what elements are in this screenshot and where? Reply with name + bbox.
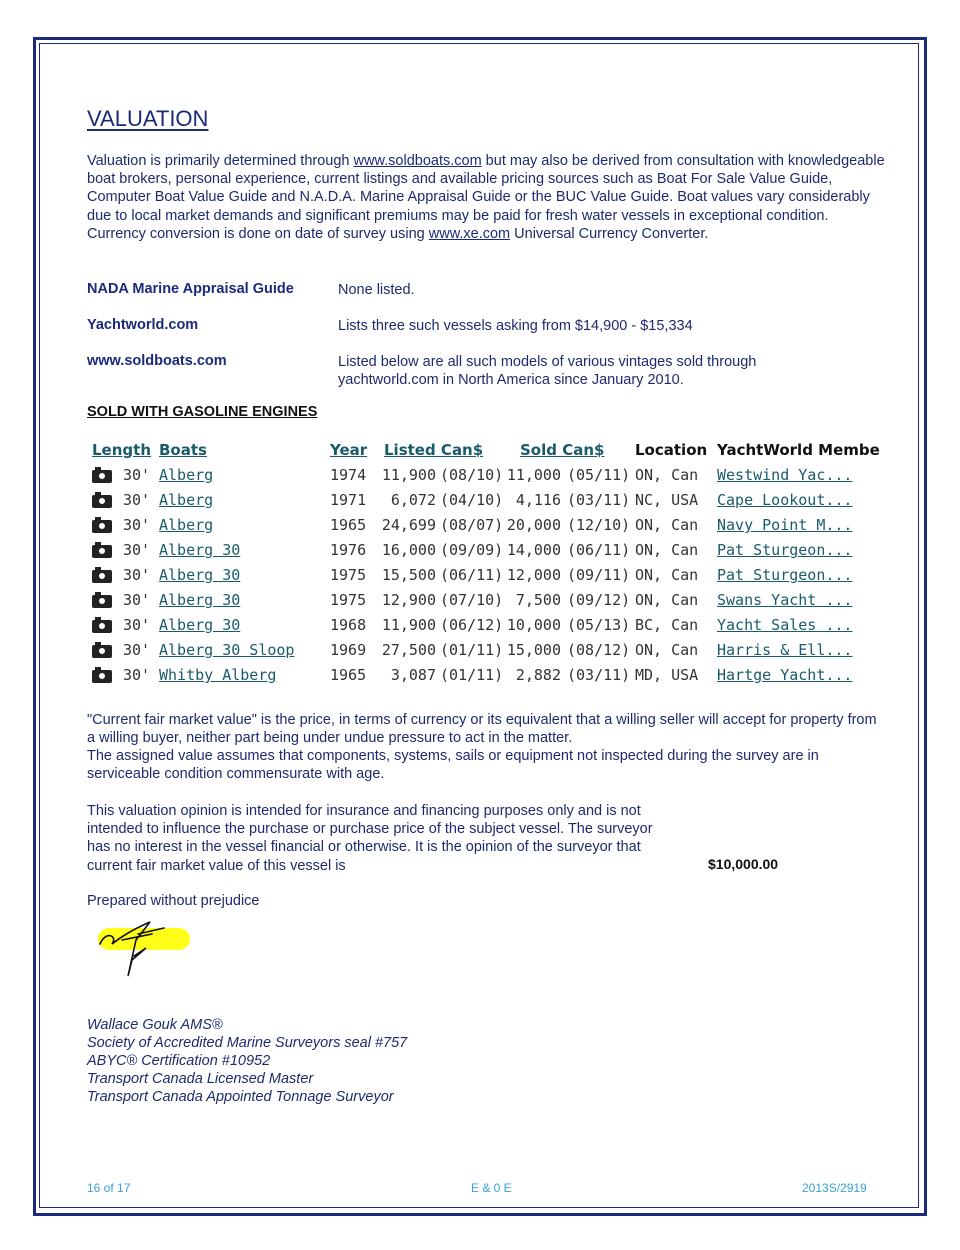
row-sold-date: (06/11): [567, 541, 631, 559]
table-row: [90, 491, 890, 515]
row-sold-price: 4,116: [515, 491, 561, 509]
row-listed-price: 15,500: [381, 566, 436, 584]
header-listed[interactable]: Listed Can$: [384, 441, 484, 459]
prepared-note: Prepared without prejudice: [87, 893, 260, 909]
row-location: ON, Can: [635, 566, 699, 584]
row-year: 1975: [330, 591, 367, 609]
table-row: [90, 516, 890, 540]
row-sold-date: (03/11): [567, 666, 631, 684]
sold-section-heading: SOLD WITH GASOLINE ENGINES: [87, 404, 318, 420]
row-length: 30': [123, 516, 151, 534]
row-sold-price: 2,882: [515, 666, 561, 684]
row-location: ON, Can: [635, 541, 699, 559]
row-boat-link[interactable]: Alberg 30: [159, 566, 241, 584]
row-sold-price: 20,000: [506, 516, 561, 534]
row-location: ON, Can: [635, 591, 699, 609]
header-year[interactable]: Year: [330, 441, 368, 459]
row-length: 30': [123, 541, 151, 559]
row-listed-date: (06/11): [440, 566, 504, 584]
row-listed-date: (08/07): [440, 516, 504, 534]
row-sold-price: 11,000: [506, 466, 561, 484]
fair-market-value: $10,000.00: [708, 856, 779, 872]
row-member-link[interactable]: Westwind Yac...: [717, 466, 853, 484]
row-boat-link[interactable]: Alberg 30: [159, 541, 241, 559]
camera-icon[interactable]: [92, 495, 112, 508]
row-length: 30': [123, 616, 151, 634]
row-length: 30': [123, 491, 151, 509]
camera-icon[interactable]: [92, 570, 112, 583]
row-boat-link[interactable]: Alberg: [159, 516, 214, 534]
row-year: 1965: [330, 516, 367, 534]
table-row: [90, 591, 890, 615]
row-location: ON, Can: [635, 516, 699, 534]
row-listed-price: 24,699: [381, 516, 436, 534]
page-title: VALUATION: [87, 106, 209, 131]
camera-icon[interactable]: [92, 545, 112, 558]
row-member-link[interactable]: Pat Sturgeon...: [717, 541, 853, 559]
intro-text-3: Universal Currency Converter.: [510, 225, 709, 242]
row-location: NC, USA: [635, 491, 699, 509]
row-year: 1976: [330, 541, 367, 559]
row-sold-price: 15,000: [506, 641, 561, 659]
header-sold[interactable]: Sold Can$: [520, 441, 605, 459]
footer-eoe: E & 0 E: [471, 1181, 512, 1195]
row-location: ON, Can: [635, 466, 699, 484]
row-length: 30': [123, 641, 151, 659]
row-listed-date: (07/10): [440, 591, 504, 609]
row-length: 30': [123, 566, 151, 584]
table-row: [90, 641, 890, 665]
row-sold-date: (08/12): [567, 641, 631, 659]
row-sold-date: (09/11): [567, 566, 631, 584]
row-boat-link[interactable]: Alberg: [159, 491, 214, 509]
row-boat-link[interactable]: Alberg 30: [159, 616, 241, 634]
footer-page-number: 16 of 17: [87, 1181, 131, 1195]
row-location: ON, Can: [635, 641, 699, 659]
row-listed-price: 3,087: [390, 666, 436, 684]
row-year: 1965: [330, 666, 367, 684]
header-boats[interactable]: Boats: [159, 441, 207, 459]
row-year: 1969: [330, 641, 367, 659]
signatory-line-2: Society of Accredited Marine Surveyors seal #757: [87, 1035, 408, 1051]
table-row: [90, 541, 890, 565]
row-year: 1975: [330, 566, 367, 584]
row-member-link[interactable]: Navy Point M...: [717, 516, 853, 534]
header-member: YachtWorld Membe: [717, 441, 880, 459]
table-row: [90, 666, 890, 690]
row-sold-date: (05/13): [567, 616, 631, 634]
row-listed-date: (01/11): [440, 666, 504, 684]
row-listed-date: (06/12): [440, 616, 504, 634]
row-boat-link[interactable]: Alberg: [159, 466, 214, 484]
row-listed-date: (09/09): [440, 541, 504, 559]
row-boat-link[interactable]: Whitby Alberg: [159, 666, 277, 684]
row-sold-date: (09/12): [567, 591, 631, 609]
row-member-link[interactable]: Hartge Yacht...: [717, 666, 853, 684]
footer-reference: 2013S/2919: [802, 1181, 867, 1195]
row-sold-price: 7,500: [515, 591, 561, 609]
camera-icon[interactable]: [92, 520, 112, 533]
camera-icon[interactable]: [92, 620, 112, 633]
row-length: 30': [123, 591, 151, 609]
camera-icon[interactable]: [92, 470, 112, 483]
camera-icon[interactable]: [92, 595, 112, 608]
row-listed-price: 16,000: [381, 541, 436, 559]
row-listed-date: (08/10): [440, 466, 504, 484]
row-listed-price: 6,072: [390, 491, 436, 509]
row-boat-link[interactable]: Alberg 30 Sloop: [159, 641, 295, 659]
header-location: Location: [635, 441, 708, 459]
intro-text-1: Valuation is primarily determined through: [87, 153, 354, 169]
row-sold-price: 10,000: [506, 616, 561, 634]
row-listed-price: 11,900: [381, 466, 436, 484]
row-member-link[interactable]: Pat Sturgeon...: [717, 566, 853, 584]
row-listed-date: (04/10): [440, 491, 504, 509]
signatory-name: Wallace Gouk AMS®: [87, 1017, 223, 1033]
row-sold-date: (03/11): [567, 491, 631, 509]
fmv-paragraph: "Current fair market value" is the price, in terms of currency or its equivalent that a willing seller will accept for property from a willing buyer, neither part being under undue pressure to act in the matter.: [87, 712, 877, 747]
header-length[interactable]: Length: [92, 441, 151, 459]
row-sold-price: 14,000: [506, 541, 561, 559]
signature-image: [92, 910, 202, 980]
signature-highlight: [98, 928, 190, 950]
row-year: 1968: [330, 616, 367, 634]
row-member-link[interactable]: Harris & Ell...: [717, 641, 853, 659]
source-value-nada: None listed.: [338, 282, 415, 298]
row-sold-price: 12,000: [506, 566, 561, 584]
source-value-soldboats: Listed below are all such models of various vintages sold through yachtworld.com in North America since January 2010.: [338, 354, 757, 389]
row-sold-date: (05/11): [567, 466, 631, 484]
soldboats-link[interactable]: www.soldboats.com: [353, 153, 482, 169]
signatory-line-4: Transport Canada Licensed Master: [87, 1071, 314, 1087]
source-label-soldboats: www.soldboats.com: [87, 353, 227, 369]
row-member-link[interactable]: Cape Lookout...: [717, 491, 853, 509]
camera-icon[interactable]: [92, 645, 112, 658]
table-row: [90, 466, 890, 490]
row-location: MD, USA: [635, 666, 699, 684]
row-member-link[interactable]: Swans Yacht ...: [717, 591, 853, 609]
table-row: [90, 616, 890, 640]
row-length: 30': [123, 666, 151, 684]
source-label-nada: NADA Marine Appraisal Guide: [87, 281, 294, 297]
row-listed-date: (01/11): [440, 641, 504, 659]
signatory-line-5: Transport Canada Appointed Tonnage Surveyor: [87, 1089, 394, 1105]
row-year: 1974: [330, 466, 367, 484]
opinion-paragraph: This valuation opinion is intended for insurance and financing purposes only and is not intended to influence the purchase or purchase price of the subject vessel. The surveyor has no interest in the vessel financial or otherwise. It is the opinion of the surveyor that current fair market value of this vessel is: [87, 803, 653, 874]
row-member-link[interactable]: Yacht Sales ...: [717, 616, 853, 634]
signatory-line-3: ABYC® Certification #10952: [87, 1053, 271, 1069]
intro-paragraph: [87, 152, 887, 243]
intro-text-2: but may also be derived from consultation with knowledgeable boat brokers, personal experience, current listings and available pricing sources such as Boat For Sale Value Guide, Computer Boat Value Guide and N.A.D.A. Marine Appraisal Guide or the BUC Value Guide. Boat values vary considerably due to local market demands and significant premiums may be paid for fresh water vessels in exceptional condition. Currency conversion is done on date of survey using: [87, 153, 885, 242]
row-boat-link[interactable]: Alberg 30: [159, 591, 241, 609]
row-length: 30': [123, 466, 151, 484]
source-value-yachtworld: Lists three such vessels asking from $14,900 - $15,334: [338, 318, 693, 334]
xe-link[interactable]: www.xe.com: [428, 225, 511, 242]
row-listed-price: 11,900: [381, 616, 436, 634]
source-label-yachtworld: Yachtworld.com: [87, 317, 199, 333]
row-sold-date: (12/10): [567, 516, 631, 534]
camera-icon[interactable]: [92, 670, 112, 683]
row-listed-price: 12,900: [381, 591, 436, 609]
table-row: [90, 566, 890, 590]
assumption-paragraph: The assigned value assumes that components, systems, sails or equipment not inspected during the survey are in serviceable condition commensurate with age.: [87, 748, 819, 783]
row-listed-price: 27,500: [381, 641, 436, 659]
row-location: BC, Can: [635, 616, 699, 634]
row-year: 1971: [330, 491, 367, 509]
